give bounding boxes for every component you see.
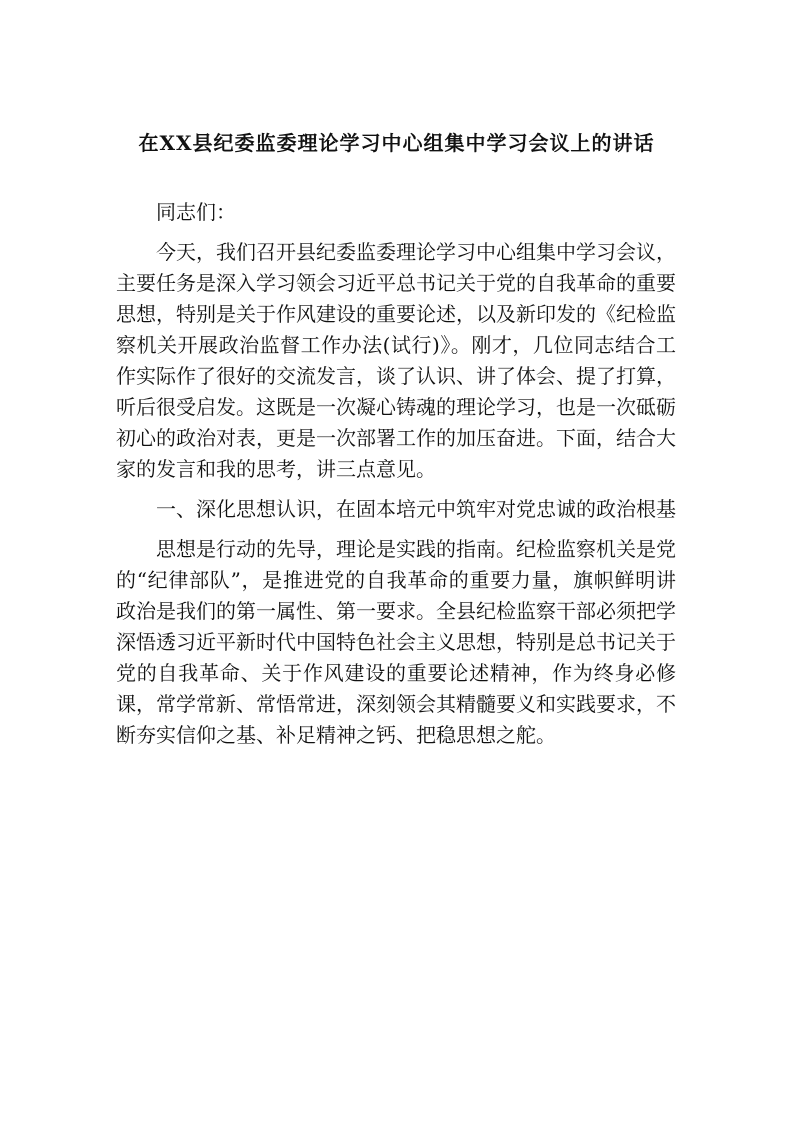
document-title: 在XX县纪委监委理论学习中心组集中学习会议上的讲话	[138, 131, 655, 155]
paragraph-intro: 今天，我们召开县纪委监委理论学习中心组集中学习会议，主要任务是深入学习领会习近平总书记关于党的自我革命的重要思想，特别是关于作风建设的重要论述，以及新印发的《纪检监察机关开展政治监督工作办法(试行)》。刚才，几位同志结合工作实际作了很好的交流发言，谈了认识、讲了体会、提了打算，听后很受启发。这既是一次凝心铸魂的理论学习，也是一次砥砺初心的政治对表，更是一次部署工作的加压奋进。下面，结合大家的发言和我的思考，讲三点意见。	[116, 240, 676, 481]
salutation: 同志们：	[156, 200, 236, 224]
document-body	[116, 197, 676, 760]
section-heading-1: 一、深化思想认识，在固本培元中筑牢对党忠诚的政治根基	[156, 497, 676, 521]
paragraph-section-1: 思想是行动的先导，理论是实践的指南。纪检监察机关是党的“纪律部队”，是推进党的自我革命的重要力量，旗帜鲜明讲政治是我们的第一属性、第一要求。全县纪检监察干部必须把学深悟透习近平新时代中国特色社会主义思想，特别是总书记关于党的自我革命、关于作风建设的重要论述精神，作为终身必修课，常学常新、常悟常进，深刻领会其精髓要义和实践要求，不断夯实信仰之基、补足精神之钙、把稳思想之舵。	[116, 537, 676, 747]
